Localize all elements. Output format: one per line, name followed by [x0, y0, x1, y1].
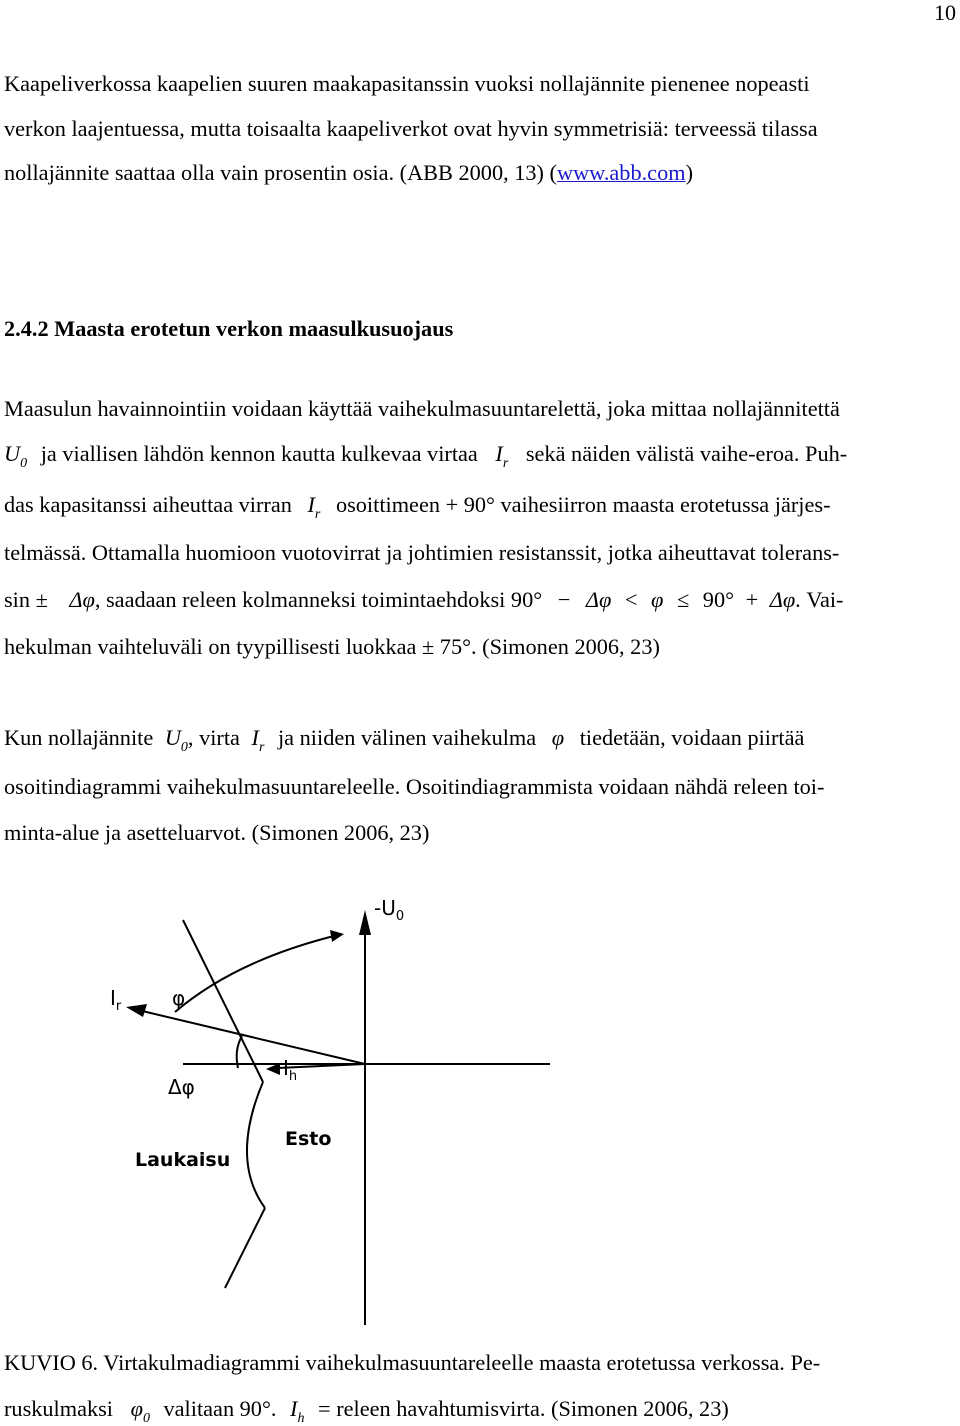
para2-line3-post: osoittimeen + 90° vaihesiirron maasta erotetussa järjes-	[335, 492, 831, 517]
para3-line1-end: tiedetään, voidaan piirtää	[579, 725, 805, 750]
boundary-upper	[183, 920, 263, 1082]
para3-virta: , virta	[187, 725, 240, 750]
page-number: 10	[934, 0, 956, 25]
para3-line2: osoitindiagrammi vaihekulmasuuntareleelle. Osoitindiagrammista voidaan nähdä releen toi-	[4, 774, 825, 799]
sym-minus: −	[557, 587, 571, 612]
symbol-dphi-2: Δφ	[585, 587, 612, 612]
label-dphi: Δφ	[168, 1075, 195, 1099]
section-heading: 2.4.2 Maasta erotetun verkon maasulkusuojaus	[4, 316, 454, 341]
sym-plus: +	[745, 587, 759, 612]
para3-line3: minta-alue ja asetteluarvot. (Simonen 2006, 23)	[4, 820, 430, 845]
para2-line6: hekulman vaihteluväli on tyypillisesti luokkaa ± 75°. (Simonen 2006, 23)	[4, 634, 660, 659]
para2-line2-end: sekä näiden välistä vaihe-eroa. Puh-	[525, 441, 848, 466]
caption-line2	[4, 1396, 729, 1426]
symbol-ih: $I_h$	[290, 1396, 305, 1426]
axis-arrowhead	[359, 910, 371, 935]
para2-line4: telmässä. Ottamalla huomioon vuotovirrat ja johtimien resistanssit, jotka aiheuttavat tolerans-	[4, 540, 840, 565]
para3-line1-mid: ja niiden välinen vaihekulma	[277, 725, 537, 750]
symbol-ir-2: $I_r$	[307, 492, 321, 522]
caption-line2-mid: valitaan 90°.	[163, 1396, 277, 1421]
symbol-phi0: $\varphi_0$	[130, 1396, 150, 1426]
para1-line3-text: nollajännite saattaa olla vain prosentin osia. (ABB 2000, 13) (	[4, 160, 557, 185]
label-laukaisu: Laukaisu	[135, 1149, 231, 1171]
ih-arc	[247, 1082, 265, 1208]
symbol-u0: $U_0$	[4, 441, 28, 471]
label-esto: Esto	[285, 1128, 332, 1150]
label-minus-u0: $-U_0$	[374, 896, 405, 924]
para2-line3-pre: das kapasitanssi aiheuttaa virran	[4, 492, 292, 517]
symbol-ir: $I_r$	[495, 441, 509, 471]
symbol-phi: φ	[651, 587, 664, 612]
para3-line1-pre: Kun nollajännite	[4, 725, 154, 750]
abb-link[interactable]: www.abb.com	[556, 160, 686, 185]
phi-arc	[175, 935, 338, 1012]
caption-line2-end: = releen havahtumisvirta. (Simonen 2006, 23)	[318, 1396, 729, 1421]
label-ir: $I_r$	[110, 986, 122, 1014]
sym-90: 90°	[702, 587, 735, 612]
para2-line5-mid: , saadaan releen kolmanneksi toimintaehdoksi 90°	[94, 587, 543, 612]
label-ih: $I_h$	[283, 1056, 298, 1084]
sym-le: ≤	[676, 587, 690, 612]
para1-line1: Kaapeliverkossa kaapelien suuren maakapasitanssin vuoksi nollajännite pienenee nopeasti	[4, 71, 810, 96]
para2-line5-pre: sin ±	[4, 587, 48, 612]
sym-lt: <	[624, 587, 638, 612]
symbol-dphi: Δφ	[69, 587, 95, 612]
symbol-ir-3: $I_r$	[251, 725, 265, 755]
para1-line2: verkon laajentuessa, mutta toisaalta kaapeliverkot ovat hyvin symmetrisiä: terveessä tilassa	[4, 116, 818, 141]
vector-ir-arrowhead	[126, 1004, 147, 1017]
vector-ir	[138, 1010, 365, 1064]
label-phi: φ	[172, 986, 186, 1010]
para1-line3-close: )	[685, 160, 693, 185]
caption-line1: KUVIO 6. Virtakulmadiagrammi vaihekulmasuuntareleelle maasta erotetussa verkossa. Pe-	[4, 1350, 821, 1375]
phi-arc-arrow	[330, 930, 344, 942]
symbol-phi-2: φ	[551, 725, 565, 750]
symbol-u0-2: $U_0$	[164, 725, 188, 755]
para2-line1: Maasulun havainnointiin voidaan käyttää vaihekulmasuuntarelettä, joka mittaa nollajännitettä	[4, 396, 840, 421]
symbol-dphi-3: Δφ	[769, 587, 796, 612]
caption-line2-pre: ruskulmaksi	[4, 1396, 114, 1421]
para2-line2-mid: ja viallisen lähdön kennon kautta kulkevaa virtaa	[40, 441, 478, 466]
para2-line5-end: . Vai-	[795, 587, 844, 612]
boundary-lower	[225, 1208, 265, 1288]
